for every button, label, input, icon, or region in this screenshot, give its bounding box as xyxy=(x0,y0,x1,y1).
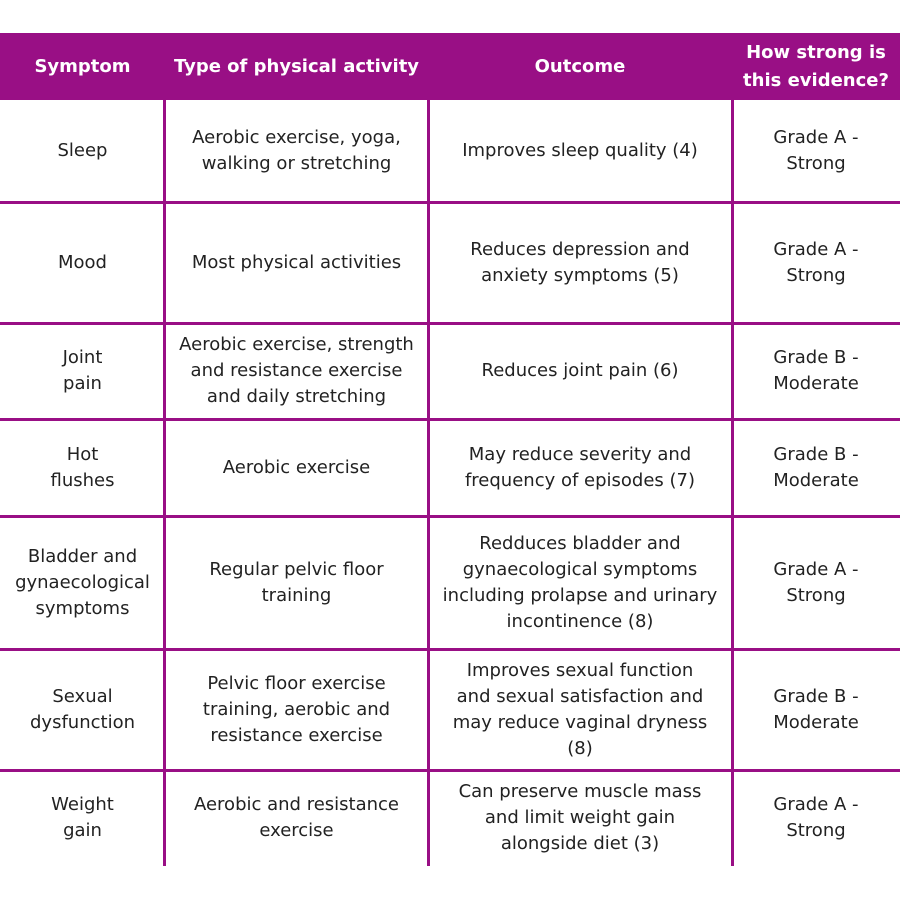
cell-evidence-line: Grade A - xyxy=(773,794,859,815)
cell-symptom-line: Sleep xyxy=(57,140,108,161)
cell-outcome-line: and limit weight gain xyxy=(484,807,676,828)
cell-outcome-line: anxiety symptoms (5) xyxy=(481,264,679,286)
cell-outcome xyxy=(428,100,732,202)
cell-symptom-line: pain xyxy=(63,373,102,394)
cell-evidence xyxy=(732,419,900,516)
cell-outcome xyxy=(428,419,732,516)
table-header xyxy=(0,33,900,100)
cell-outcome-line: May reduce severity and xyxy=(468,443,692,465)
cell-outcome-line: alongside diet (3) xyxy=(500,833,660,854)
cell-outcome-line: frequency of episodes (7) xyxy=(464,469,696,491)
cell-symptom-line: Bladder and xyxy=(27,545,138,567)
cell-symptom xyxy=(0,516,165,649)
cell-activity xyxy=(165,202,428,323)
cell-evidence-line: Strong xyxy=(786,584,846,606)
cell-symptom-line: Weight xyxy=(51,794,114,815)
cell-symptom xyxy=(0,202,165,323)
cell-symptom xyxy=(0,770,165,866)
cell-outcome-line: Reduces depression and xyxy=(470,238,690,260)
cell-outcome-line: gynaecological symptoms xyxy=(462,558,698,580)
header-outcome-label: Outcome xyxy=(534,55,626,77)
header-symptom xyxy=(0,33,165,100)
cell-outcome xyxy=(428,649,732,770)
column-divider xyxy=(427,100,430,866)
cell-evidence xyxy=(732,202,900,323)
header-outcome xyxy=(428,33,732,100)
cell-evidence-line: Grade A - xyxy=(773,558,859,580)
cell-activity xyxy=(165,100,428,202)
cell-symptom-line: Sexual xyxy=(52,685,113,707)
cell-activity xyxy=(165,770,428,866)
table-row xyxy=(0,649,900,770)
cell-symptom xyxy=(0,323,165,419)
cell-outcome-line: Redduces bladder and xyxy=(479,532,681,554)
cell-outcome xyxy=(428,323,732,419)
cell-symptom-line: flushes xyxy=(50,469,115,491)
cell-evidence-line: Moderate xyxy=(773,711,859,733)
cell-evidence xyxy=(732,649,900,770)
cell-outcome-line: including prolapse and urinary xyxy=(442,584,718,606)
cell-activity-line: training xyxy=(261,584,332,606)
cell-evidence-line: Grade B - xyxy=(773,685,859,707)
cell-evidence-line: Moderate xyxy=(773,373,859,394)
cell-symptom xyxy=(0,100,165,202)
cell-symptom-line: Mood xyxy=(58,251,107,273)
cell-symptom xyxy=(0,649,165,770)
cell-evidence-line: Strong xyxy=(786,264,846,286)
cell-activity-line: walking or stretching xyxy=(201,153,392,174)
cell-symptom-line: symptoms xyxy=(35,597,130,619)
cell-outcome-line: Can preserve muscle mass xyxy=(458,781,702,802)
cell-symptom-line: dysfunction xyxy=(30,711,135,733)
cell-activity xyxy=(165,419,428,516)
cell-symptom-line: Joint xyxy=(62,347,103,368)
cell-evidence-line: Grade A - xyxy=(773,238,859,260)
cell-outcome xyxy=(428,770,732,866)
cell-outcome-line: may reduce vaginal dryness xyxy=(452,711,708,733)
table-row xyxy=(0,100,900,202)
cell-activity xyxy=(165,649,428,770)
cell-evidence xyxy=(732,100,900,202)
cell-symptom xyxy=(0,419,165,516)
table-row xyxy=(0,770,900,866)
cell-activity-line: Aerobic exercise xyxy=(222,456,371,478)
cell-evidence-line: Strong xyxy=(786,153,846,174)
cell-activity-line: Aerobic exercise, strength xyxy=(179,334,414,355)
cell-evidence-line: Moderate xyxy=(773,469,859,491)
cell-symptom-line: gain xyxy=(63,820,102,841)
cell-evidence xyxy=(732,770,900,866)
cell-activity-line: exercise xyxy=(259,820,334,841)
cell-activity xyxy=(165,516,428,649)
cell-symptom-line: Hot xyxy=(66,443,99,465)
cell-activity-line: and daily stretching xyxy=(206,386,387,407)
cell-outcome-line: Reduces joint pain (6) xyxy=(481,360,679,381)
header-evidence-line-2: this evidence? xyxy=(743,69,889,91)
header-evidence-line-1: How strong is xyxy=(746,41,886,63)
cell-evidence xyxy=(732,323,900,419)
cell-activity-line: training, aerobic and xyxy=(202,698,391,720)
cell-activity-line: Aerobic and resistance xyxy=(193,794,400,815)
cell-activity-line: resistance exercise xyxy=(210,724,383,746)
cell-outcome-line: and sexual satisfaction and xyxy=(456,685,704,707)
cell-symptom-line: gynaecological xyxy=(15,571,150,593)
cell-outcome-line: incontinence (8) xyxy=(506,610,654,632)
cell-evidence-line: Strong xyxy=(786,820,846,841)
cell-outcome-line: Improves sleep quality (4) xyxy=(462,140,698,161)
cell-evidence xyxy=(732,516,900,649)
cell-outcome-line: Improves sexual function xyxy=(466,659,694,681)
header-evidence xyxy=(732,33,900,100)
table-row xyxy=(0,516,900,649)
cell-activity xyxy=(165,323,428,419)
cell-outcome-line: (8) xyxy=(567,737,593,759)
header-symptom-label: Symptom xyxy=(34,55,131,77)
column-divider xyxy=(731,100,734,866)
cell-outcome xyxy=(428,202,732,323)
cell-activity-line: Regular pelvic floor xyxy=(209,558,384,580)
cell-activity-line: Most physical activities xyxy=(191,251,402,273)
table-row xyxy=(0,323,900,419)
header-activity-label: Type of physical activity xyxy=(173,55,420,77)
table-row xyxy=(0,419,900,516)
cell-activity-line: Pelvic floor exercise xyxy=(207,672,386,694)
header-activity xyxy=(165,33,428,100)
cell-evidence-line: Grade B - xyxy=(773,347,859,368)
cell-outcome xyxy=(428,516,732,649)
cell-evidence-line: Grade A - xyxy=(773,127,859,148)
cell-activity-line: and resistance exercise xyxy=(190,360,403,381)
cell-evidence-line: Grade B - xyxy=(773,443,859,465)
column-divider xyxy=(163,100,166,866)
cell-activity-line: Aerobic exercise, yoga, xyxy=(192,127,401,148)
table-row xyxy=(0,202,900,323)
